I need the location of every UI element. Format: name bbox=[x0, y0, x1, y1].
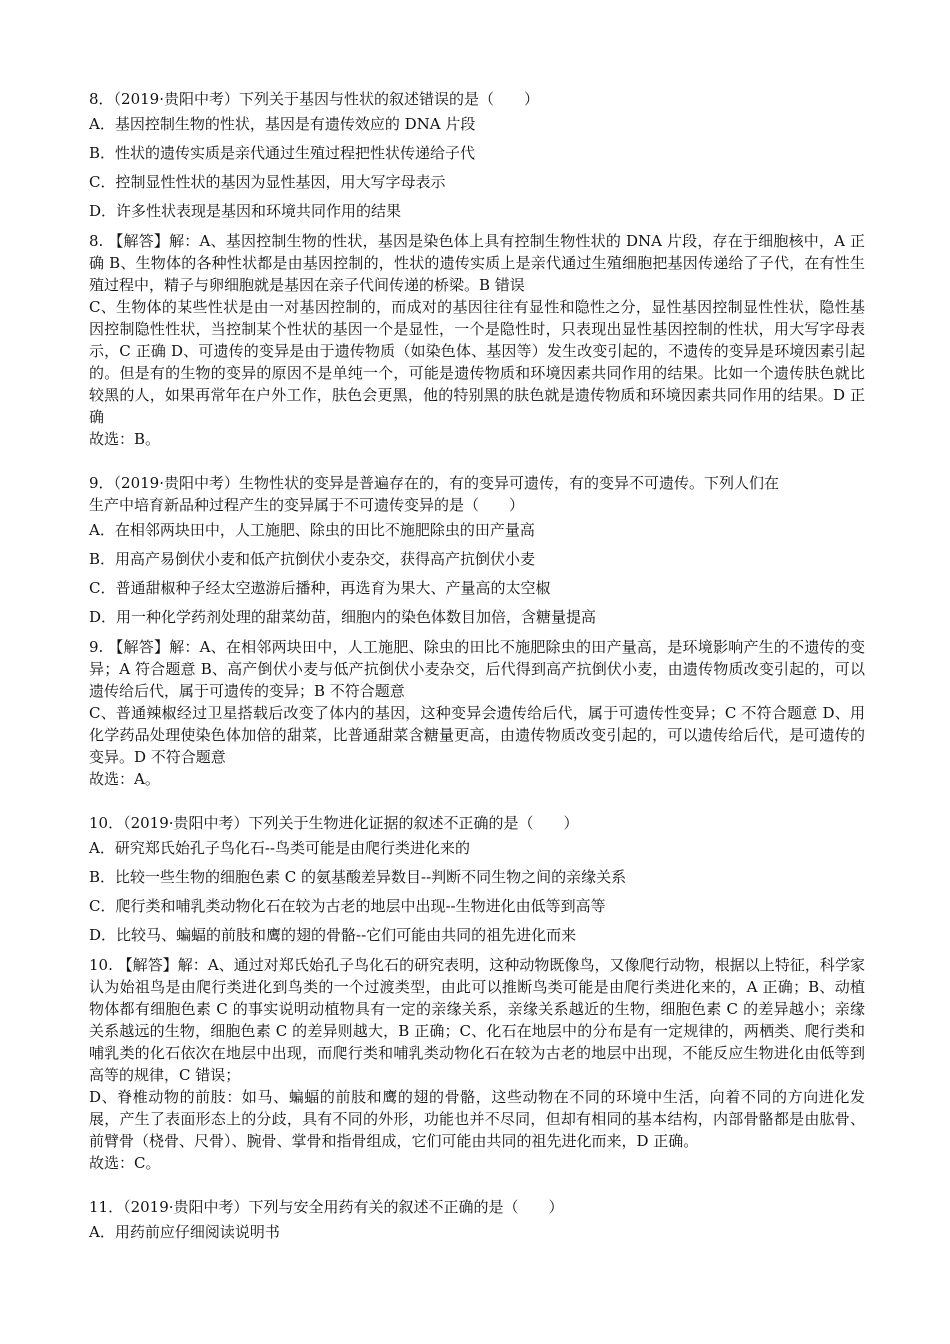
option-d: D．许多性状表现是基因和环境共同作用的结果 bbox=[89, 202, 402, 220]
option-c: C．普通甜椒种子经太空遨游后播种，再选育为果大、产量高的太空椒 bbox=[89, 579, 551, 597]
answer-paragraph: C、普通辣椒经过卫星搭载后改变了体内的基因，这种变异会遗传给后代，属于可遗传性变异；C 不符合题意 D、用化学药品处理使染色体加倍的甜菜，比普通甜菜含糖量更高，由遗传物质改变引起的，可以遗传给后代，是可遗传的变异。D 不符合题意 bbox=[89, 704, 865, 766]
answer-choice: 故选：C。 bbox=[89, 1154, 161, 1172]
answer-paragraph: D、脊椎动物的前肢：如马、蝙蝠的前肢和鹰的翅的骨骼，这些动物在不同的环境中生活，向着不同的方向进化发展，产生了表面形态上的分歧，具有不同的外形，功能也并不尽同，但却有相同的基本结构，内部骨骼都是由肱骨、前臂骨（桡骨、尺骨）、腕骨、掌骨和指骨组成，它们可能由共同的祖先进化而来，D 正确。 bbox=[89, 1088, 865, 1150]
option-a: A．研究郑氏始孔子鸟化石--鸟类可能是由爬行类进化来的 bbox=[89, 839, 470, 857]
option-c: C．控制显性性状的基因为显性基因，用大写字母表示 bbox=[89, 173, 446, 191]
question-11 bbox=[89, 1196, 865, 1247]
answer-paragraph: 8. 【解答】解：A、基因控制生物的性状，基因是染色体上具有控制生物性状的 DNA 片段，存在于细胞核中，A 正确 B、生物体的各种性状都是由基因控制的，性状的遗传实质上是亲代通过生殖细胞把基因传递给了子代，在有性生殖过程中，精子与卵细胞就是基因在亲子代间传递的桥梁。B 错误 bbox=[89, 232, 865, 294]
question-stem: 11．（2019·贵阳中考）下列与安全用药有关的叙述不正确的是（ ） bbox=[89, 1198, 564, 1216]
answer-explanation bbox=[89, 954, 865, 1174]
question-stem: 8．（2019·贵阳中考）下列关于基因与性状的叙述错误的是（ ） bbox=[89, 90, 539, 108]
answer-paragraph: 10. 【解答】解：A、通过对郑氏始孔子鸟化石的研究表明，这种动物既像鸟，又像爬行动物，根据以上特征，科学家认为始祖鸟是由爬行类进化到鸟类的一个过渡类型，由此可以推断鸟类可能是由爬行类进化来的，A 正确；B、动植物体都有细胞色素 C 的事实说明动植物具有一定的亲缘关系，亲缘关系越近的生物，细胞色素 C 的差异越小；亲缘关系越远的生物，细胞色素 C 的差异则越大，B 正确；C、化石在地层中的分布是有一定规律的，两栖类、爬行类和哺乳类的化石依次在地层中出现，而爬行类和哺乳类动物化石在较为古老的地层中出现，不能反应生物进化由低等到高等的规律，C 错误； bbox=[89, 956, 865, 1084]
option-a: A．在相邻两块田中，人工施肥、除虫的田比不施肥除虫的田产量高 bbox=[89, 521, 535, 539]
question-9 bbox=[89, 472, 865, 790]
answer-paragraph: 9. 【解答】解：A、在相邻两块田中，人工施肥、除虫的田比不施肥除虫的田产量高，是环境影响产生的不遗传的变异；A 符合题意 B、高产倒伏小麦与低产抗倒伏小麦杂交，后代得到高产抗倒伏小麦，由遗传物质改变引起的，可以遗传给后代，属于可遗传的变异；B 不符合题意 bbox=[89, 638, 865, 700]
answer-explanation bbox=[89, 230, 865, 450]
answer-choice: 故选：A。 bbox=[89, 770, 160, 788]
option-b: B．比较一些生物的细胞色素 C 的氨基酸差异数目--判断不同生物之间的亲缘关系 bbox=[89, 868, 627, 886]
question-10 bbox=[89, 812, 865, 1174]
option-b: B．用高产易倒伏小麦和低产抗倒伏小麦杂交，获得高产抗倒伏小麦 bbox=[89, 550, 536, 568]
option-a: A．用药前应仔细阅读说明书 bbox=[89, 1223, 280, 1241]
question-8 bbox=[89, 88, 865, 450]
question-stem: 9．（2019·贵阳中考）生物性状的变异是普遍存在的，有的变异可遗传，有的变异不可遗传。下列人们在 bbox=[89, 474, 779, 492]
document-page bbox=[89, 88, 865, 1247]
question-stem: 生产中培育新品种过程产生的变异属于不可遗传变异的是（ ） bbox=[89, 496, 525, 514]
option-a: A．基因控制生物的性状，基因是有遗传效应的 DNA 片段 bbox=[89, 115, 476, 133]
option-d: D．比较马、蝙蝠的前肢和鹰的翅的骨骼--它们可能由共同的祖先进化而来 bbox=[89, 926, 577, 944]
option-b: B．性状的遗传实质是亲代通过生殖过程把性状传递给子代 bbox=[89, 144, 476, 162]
option-c: C．爬行类和哺乳类动物化石在较为古老的地层中出现--生物进化由低等到高等 bbox=[89, 897, 606, 915]
option-d: D．用一种化学药剂处理的甜菜幼苗，细胞内的染色体数目加倍，含糖量提高 bbox=[89, 608, 597, 626]
answer-choice: 故选：B。 bbox=[89, 430, 161, 448]
answer-paragraph: C、生物体的某些性状是由一对基因控制的，而成对的基因往往有显性和隐性之分，显性基因控制显性性状，隐性基因控制隐性性状，当控制某个性状的基因一个是显性，一个是隐性时，只表现出显性基因控制的性状，用大写字母表示，C 正确 D、可遗传的变异是由于遗传物质（如染色体、基因等）发生改变引起的，不遗传的变异是环境因素引起的。但是有的生物的变异的原因不是单纯一个，可能是遗传物质和环境因素共同作用的结果。比如一个遗传肤色就比较黑的人，如果再常年在户外工作，肤色会更黑，他的特别黑的肤色就是遗传物质和环境因素共同作用的结果。D 正确 bbox=[89, 298, 865, 426]
question-stem: 10．（2019·贵阳中考）下列关于生物进化证据的叙述不正确的是（ ） bbox=[89, 814, 579, 832]
answer-explanation bbox=[89, 636, 865, 790]
